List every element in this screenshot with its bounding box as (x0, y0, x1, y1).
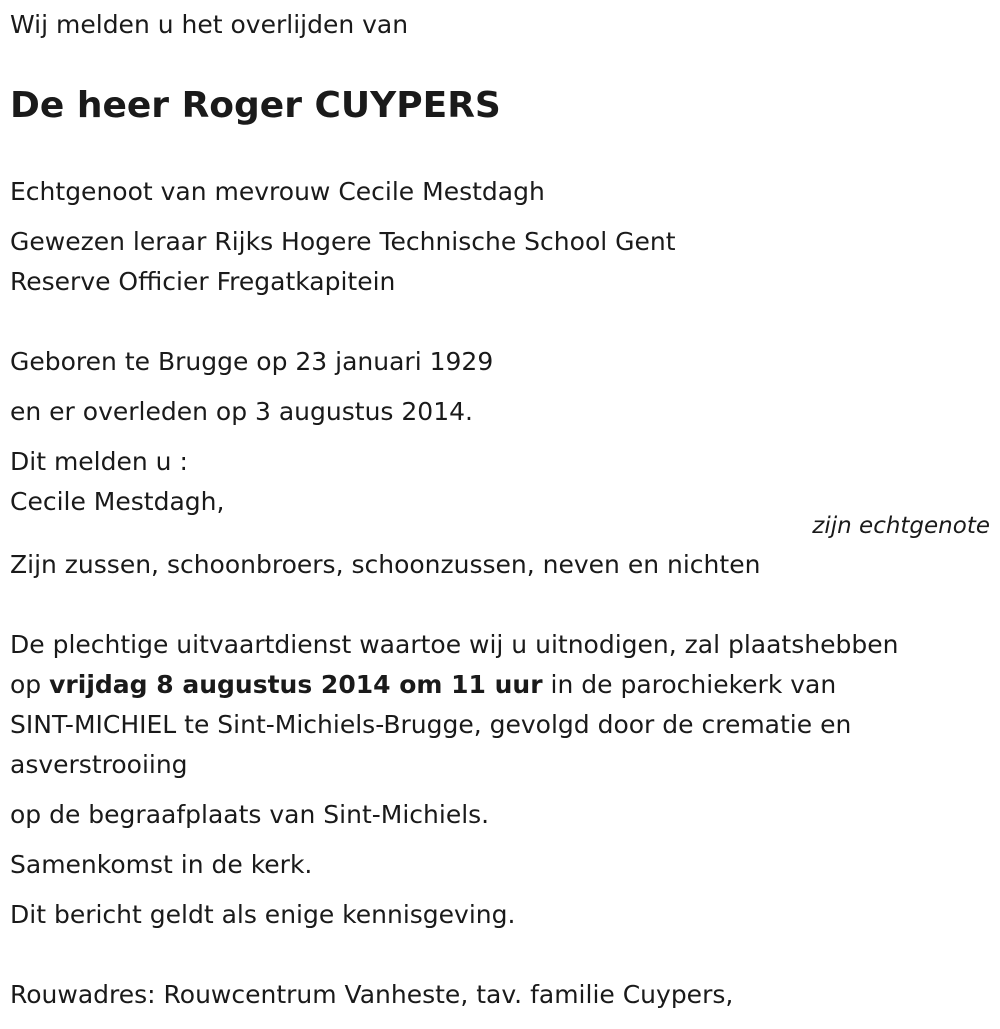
service-prefix: op (10, 670, 42, 699)
intro-text: Wij melden u het overlijden van (10, 10, 409, 39)
deceased-name: De heer Roger CUYPERS (10, 85, 501, 126)
service-line-2 (10, 665, 836, 705)
birth-line: Geboren te Brugge op 23 januari 1929 (10, 347, 494, 376)
service-date: vrijdag 8 augustus 2014 om 11 uur (49, 670, 543, 699)
family-line: Zijn zussen, schoonbroers, schoonzussen, neven en nichten (10, 550, 761, 579)
gathering-line: Samenkomst in de kerk. (10, 850, 313, 879)
service-line-4: asverstrooiing (10, 750, 188, 779)
notice-line: Dit bericht geldt als enige kennisgeving. (10, 900, 516, 929)
spouse-role: zijn echtgenote (812, 513, 990, 539)
career-line-teacher: Gewezen leraar Rijks Hogere Technische School Gent (10, 227, 676, 256)
service-line-1: De plechtige uitvaartdienst waartoe wij u uitnodigen, zal plaatshebben (10, 630, 899, 659)
death-line: en er overleden op 3 augustus 2014. (10, 397, 473, 426)
service-line-5: op de begraafplaats van Sint-Michiels. (10, 800, 490, 829)
spouse-line: Echtgenoot van mevrouw Cecile Mestdagh (10, 177, 545, 206)
spouse-name: Cecile Mestdagh, (10, 487, 225, 516)
career-line-officer: Reserve Officier Fregatkapitein (10, 267, 396, 296)
mourning-address: Rouwadres: Rouwcentrum Vanheste, tav. familie Cuypers, (10, 980, 734, 1009)
announcers-heading: Dit melden u : (10, 447, 188, 476)
service-line-3: SINT-MICHIEL te Sint-Michiels-Brugge, gevolgd door de crematie en (10, 710, 852, 739)
service-location-prefix: in de parochiekerk van (550, 670, 837, 699)
